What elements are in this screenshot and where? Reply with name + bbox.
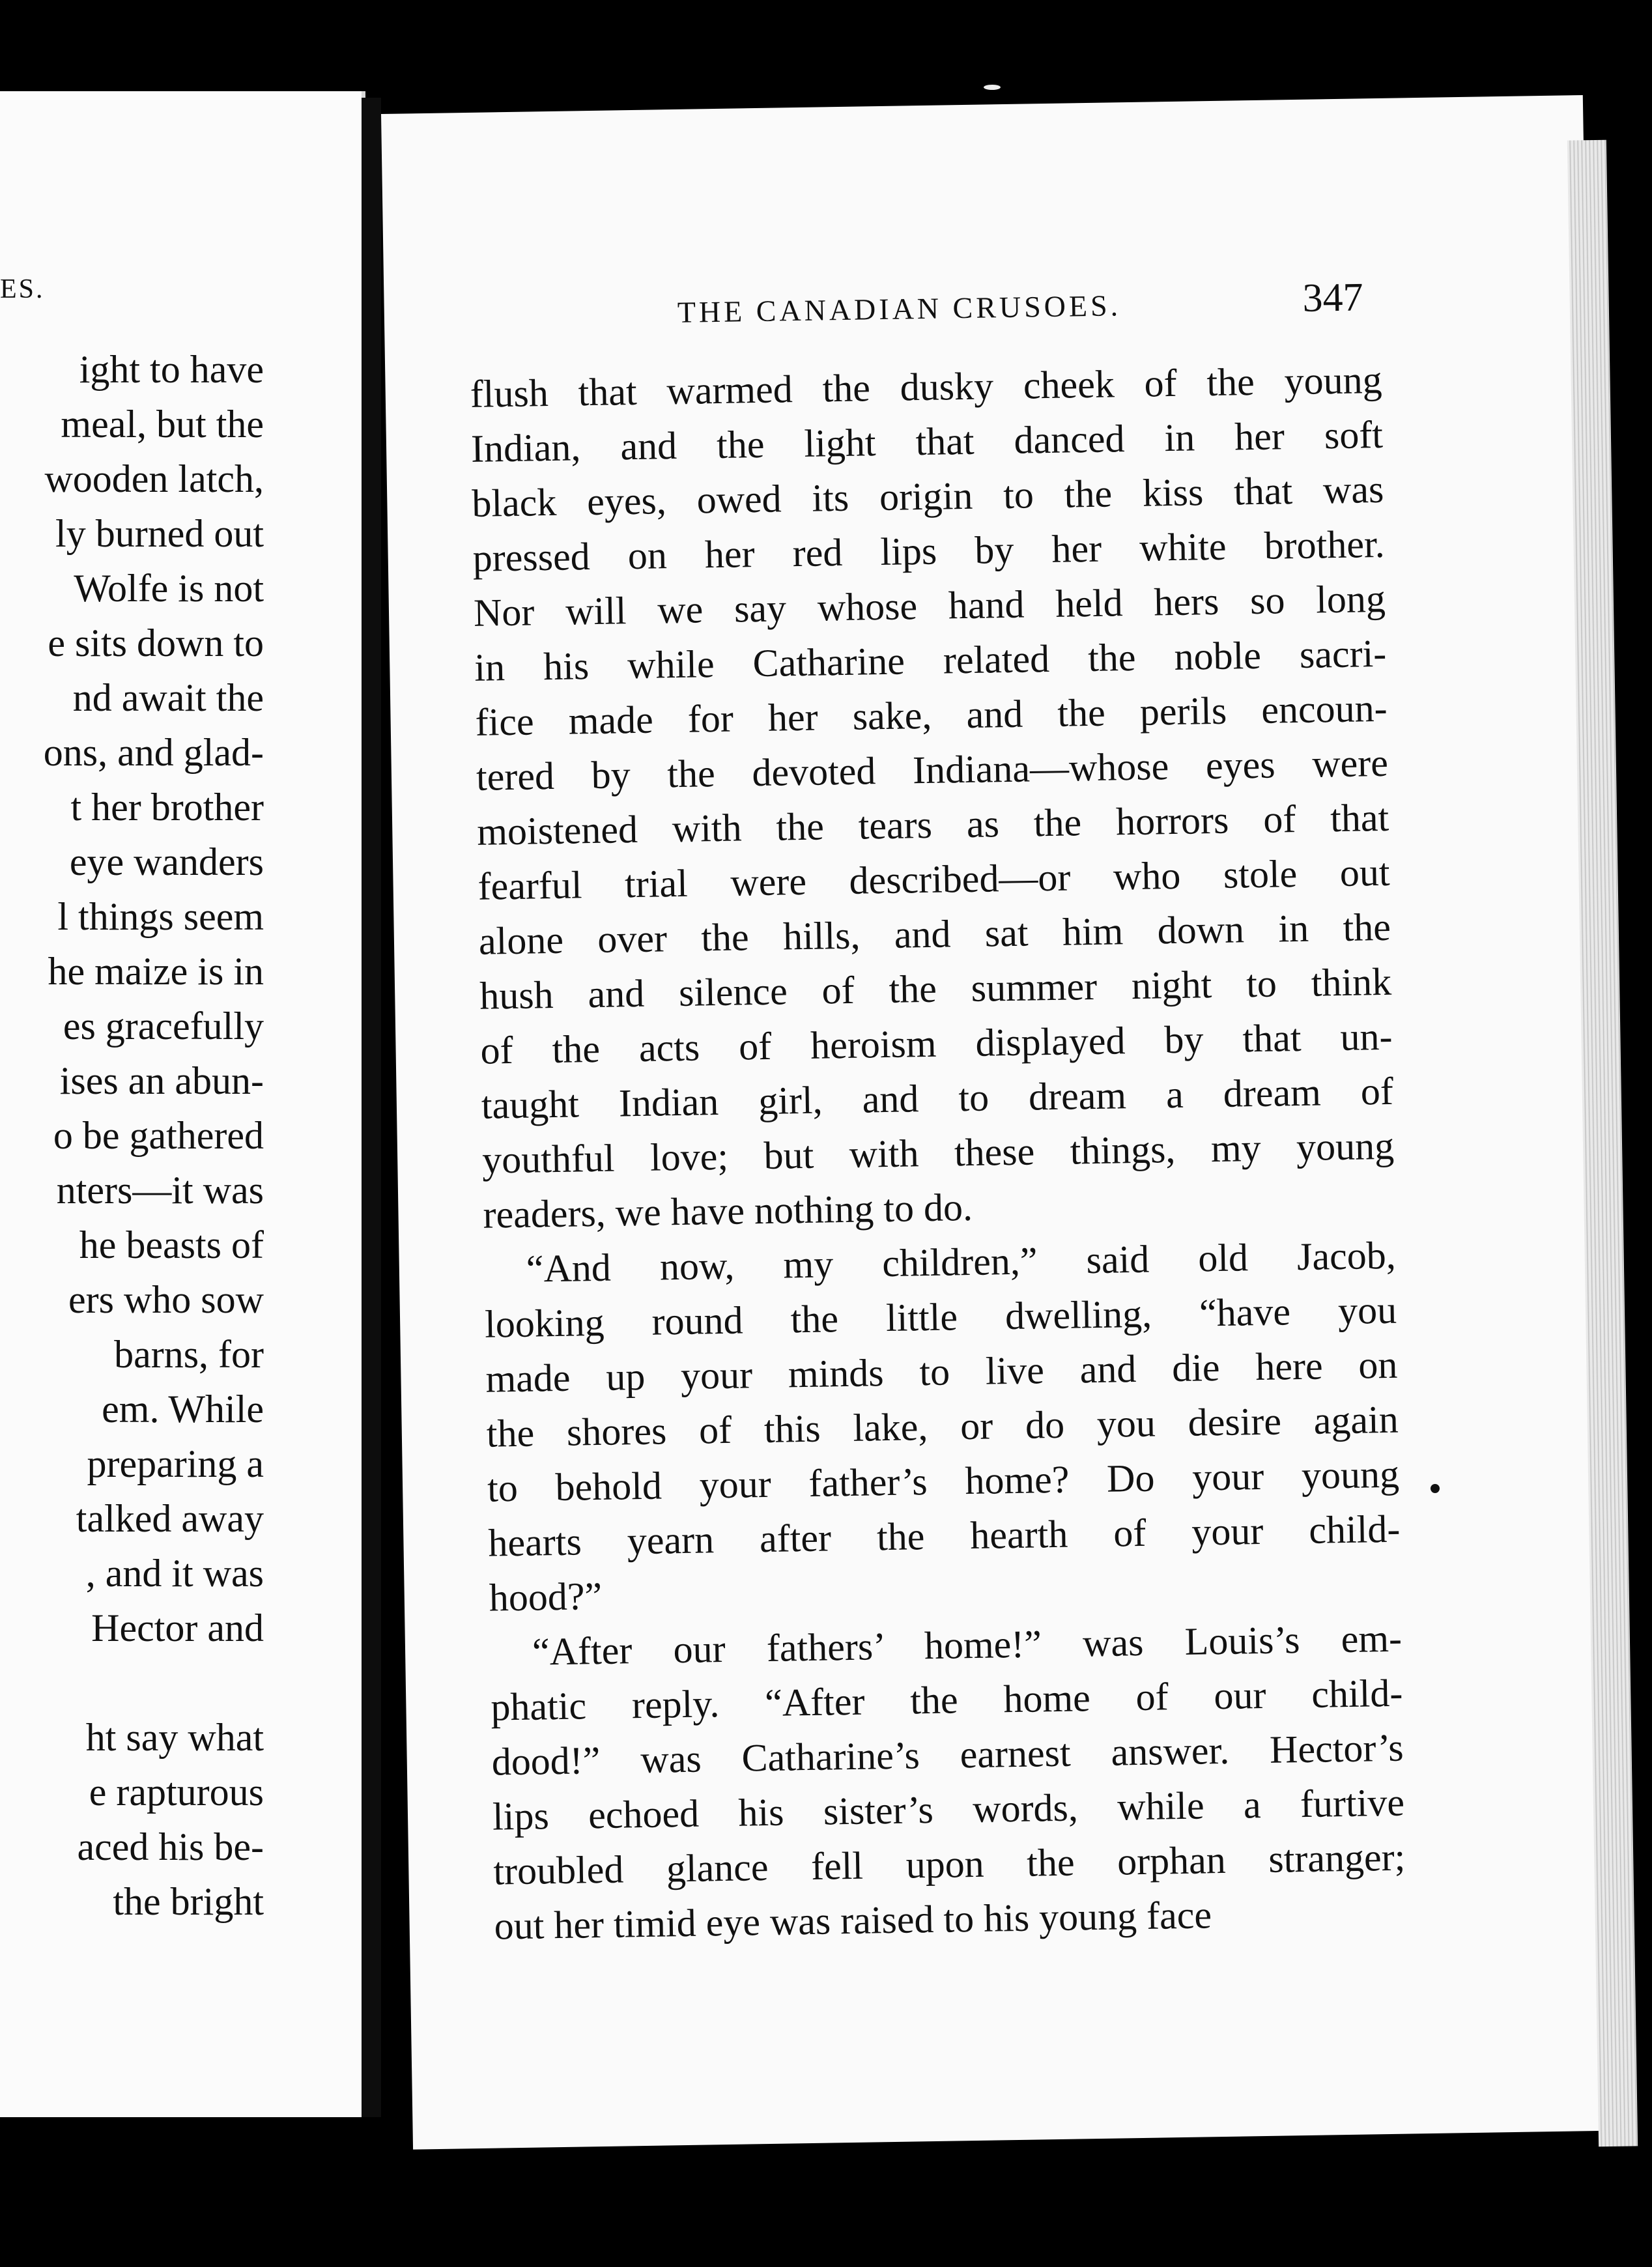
text-line: hush and silence of the summer night to think [479, 960, 1392, 1018]
paragraph [483, 1228, 1401, 1625]
left-text-line: ly burned out [55, 512, 264, 555]
paragraph-gap [0, 1655, 264, 1710]
left-text-line: nters—it was [56, 1169, 264, 1212]
body-text [470, 352, 1406, 1954]
book-gutter [362, 98, 381, 2117]
text-line: in his while Catharine related the noble sacri- [474, 631, 1387, 689]
text-line: to behold your father’s home? Do your young [487, 1452, 1400, 1510]
text-line: troubled glance fell upon the orphan stranger; [492, 1835, 1406, 1893]
running-head: THE CANADIAN CRUSOES. [677, 289, 1122, 329]
text-line: the shores of this lake, or do you desire again [486, 1397, 1399, 1455]
left-text-line: nd await the [72, 676, 264, 719]
left-text-line: t her brother [70, 786, 264, 829]
left-text-line: ises an abun- [59, 1059, 264, 1102]
paragraph [470, 352, 1395, 1242]
left-text-line: , and it was [85, 1552, 264, 1595]
left-text-line: the bright [113, 1880, 264, 1923]
left-page-text [0, 342, 264, 1929]
left-text-line: talked away [76, 1497, 264, 1540]
left-text-line: em. While [102, 1388, 264, 1431]
left-text-line: o be gathered [53, 1114, 264, 1157]
text-line: phatic reply. “After the home of our child- [490, 1671, 1403, 1729]
left-page [0, 91, 365, 2117]
text-line: looking round the little dwelling, “have you [484, 1288, 1397, 1346]
left-text-line: Hector and [91, 1606, 264, 1649]
text-line: alone over the hills, and sat him down in the [478, 905, 1391, 963]
text-line: black eyes, owed its origin to the kiss that was [471, 467, 1384, 525]
page-number: 347 [1302, 275, 1364, 321]
text-line: lips echoed his sister’s words, while a furtive [492, 1780, 1405, 1838]
left-text-line: ht say what [85, 1716, 264, 1759]
paragraph [489, 1611, 1406, 1954]
text-line: fearful trial were described—or who stole out [477, 850, 1390, 908]
text-line: of the acts of heroism displayed by that un- [480, 1014, 1393, 1072]
left-text-line: ons, and glad- [43, 731, 264, 774]
text-line: out her timid eye was raised to his young face [494, 1893, 1212, 1948]
text-line: taught Indian girl, and to dream a dream of [481, 1069, 1394, 1127]
text-line: Nor will we say whose hand held hers so long [473, 577, 1386, 634]
left-text-line: he maize is in [48, 950, 264, 993]
text-line: hearts yearn after the hearth of your child- [487, 1507, 1401, 1565]
text-line: made up your minds to live and die here on [485, 1343, 1398, 1401]
left-text-line: ers who sow [68, 1278, 264, 1321]
text-line: pressed on her red lips by her white brother. [472, 522, 1386, 580]
left-text-line: wooden latch, [44, 457, 264, 500]
text-line: fice made for her sake, and the perils encoun- [475, 686, 1388, 744]
text-line: “After our fathers’ home!” was Louis’s em- [532, 1616, 1403, 1674]
scan-mark [984, 85, 1001, 90]
left-text-line: e rapturous [89, 1771, 264, 1814]
left-text-line: e sits down to [48, 621, 264, 664]
right-page [381, 95, 1615, 2150]
left-text-line: eye wanders [69, 840, 264, 883]
text-line: flush that warmed the dusky cheek of the young [470, 358, 1383, 416]
text-line: Indian, and the light that danced in her soft [470, 412, 1384, 470]
left-text-line: Wolfe is not [74, 567, 264, 610]
left-text-line: es gracefully [63, 1005, 264, 1048]
left-text-line: ight to have [79, 348, 264, 391]
left-text-line: l things seem [57, 895, 264, 938]
left-page-running-head: ES. [0, 274, 45, 304]
text-line: readers, we have nothing to do. [483, 1185, 973, 1236]
text-line: moistened with the tears as the horrors of that [476, 795, 1389, 853]
left-text-line: barns, for [114, 1333, 264, 1376]
left-text-line: preparing a [87, 1442, 264, 1485]
left-text-line: he beasts of [79, 1223, 264, 1266]
text-line: dood!” was Catharine’s earnest answer. Hector’s [491, 1726, 1404, 1784]
text-line: tered by the devoted Indiana—whose eyes were [476, 741, 1389, 799]
ink-speck [1431, 1484, 1440, 1493]
text-line: hood?” [489, 1574, 603, 1619]
left-text-line: aced his be- [77, 1825, 264, 1868]
text-line: “And now, my children,” said old Jacob, [526, 1233, 1397, 1290]
left-text-line: meal, but the [61, 403, 264, 446]
text-line: youthful love; but with these things, my young [481, 1124, 1395, 1182]
